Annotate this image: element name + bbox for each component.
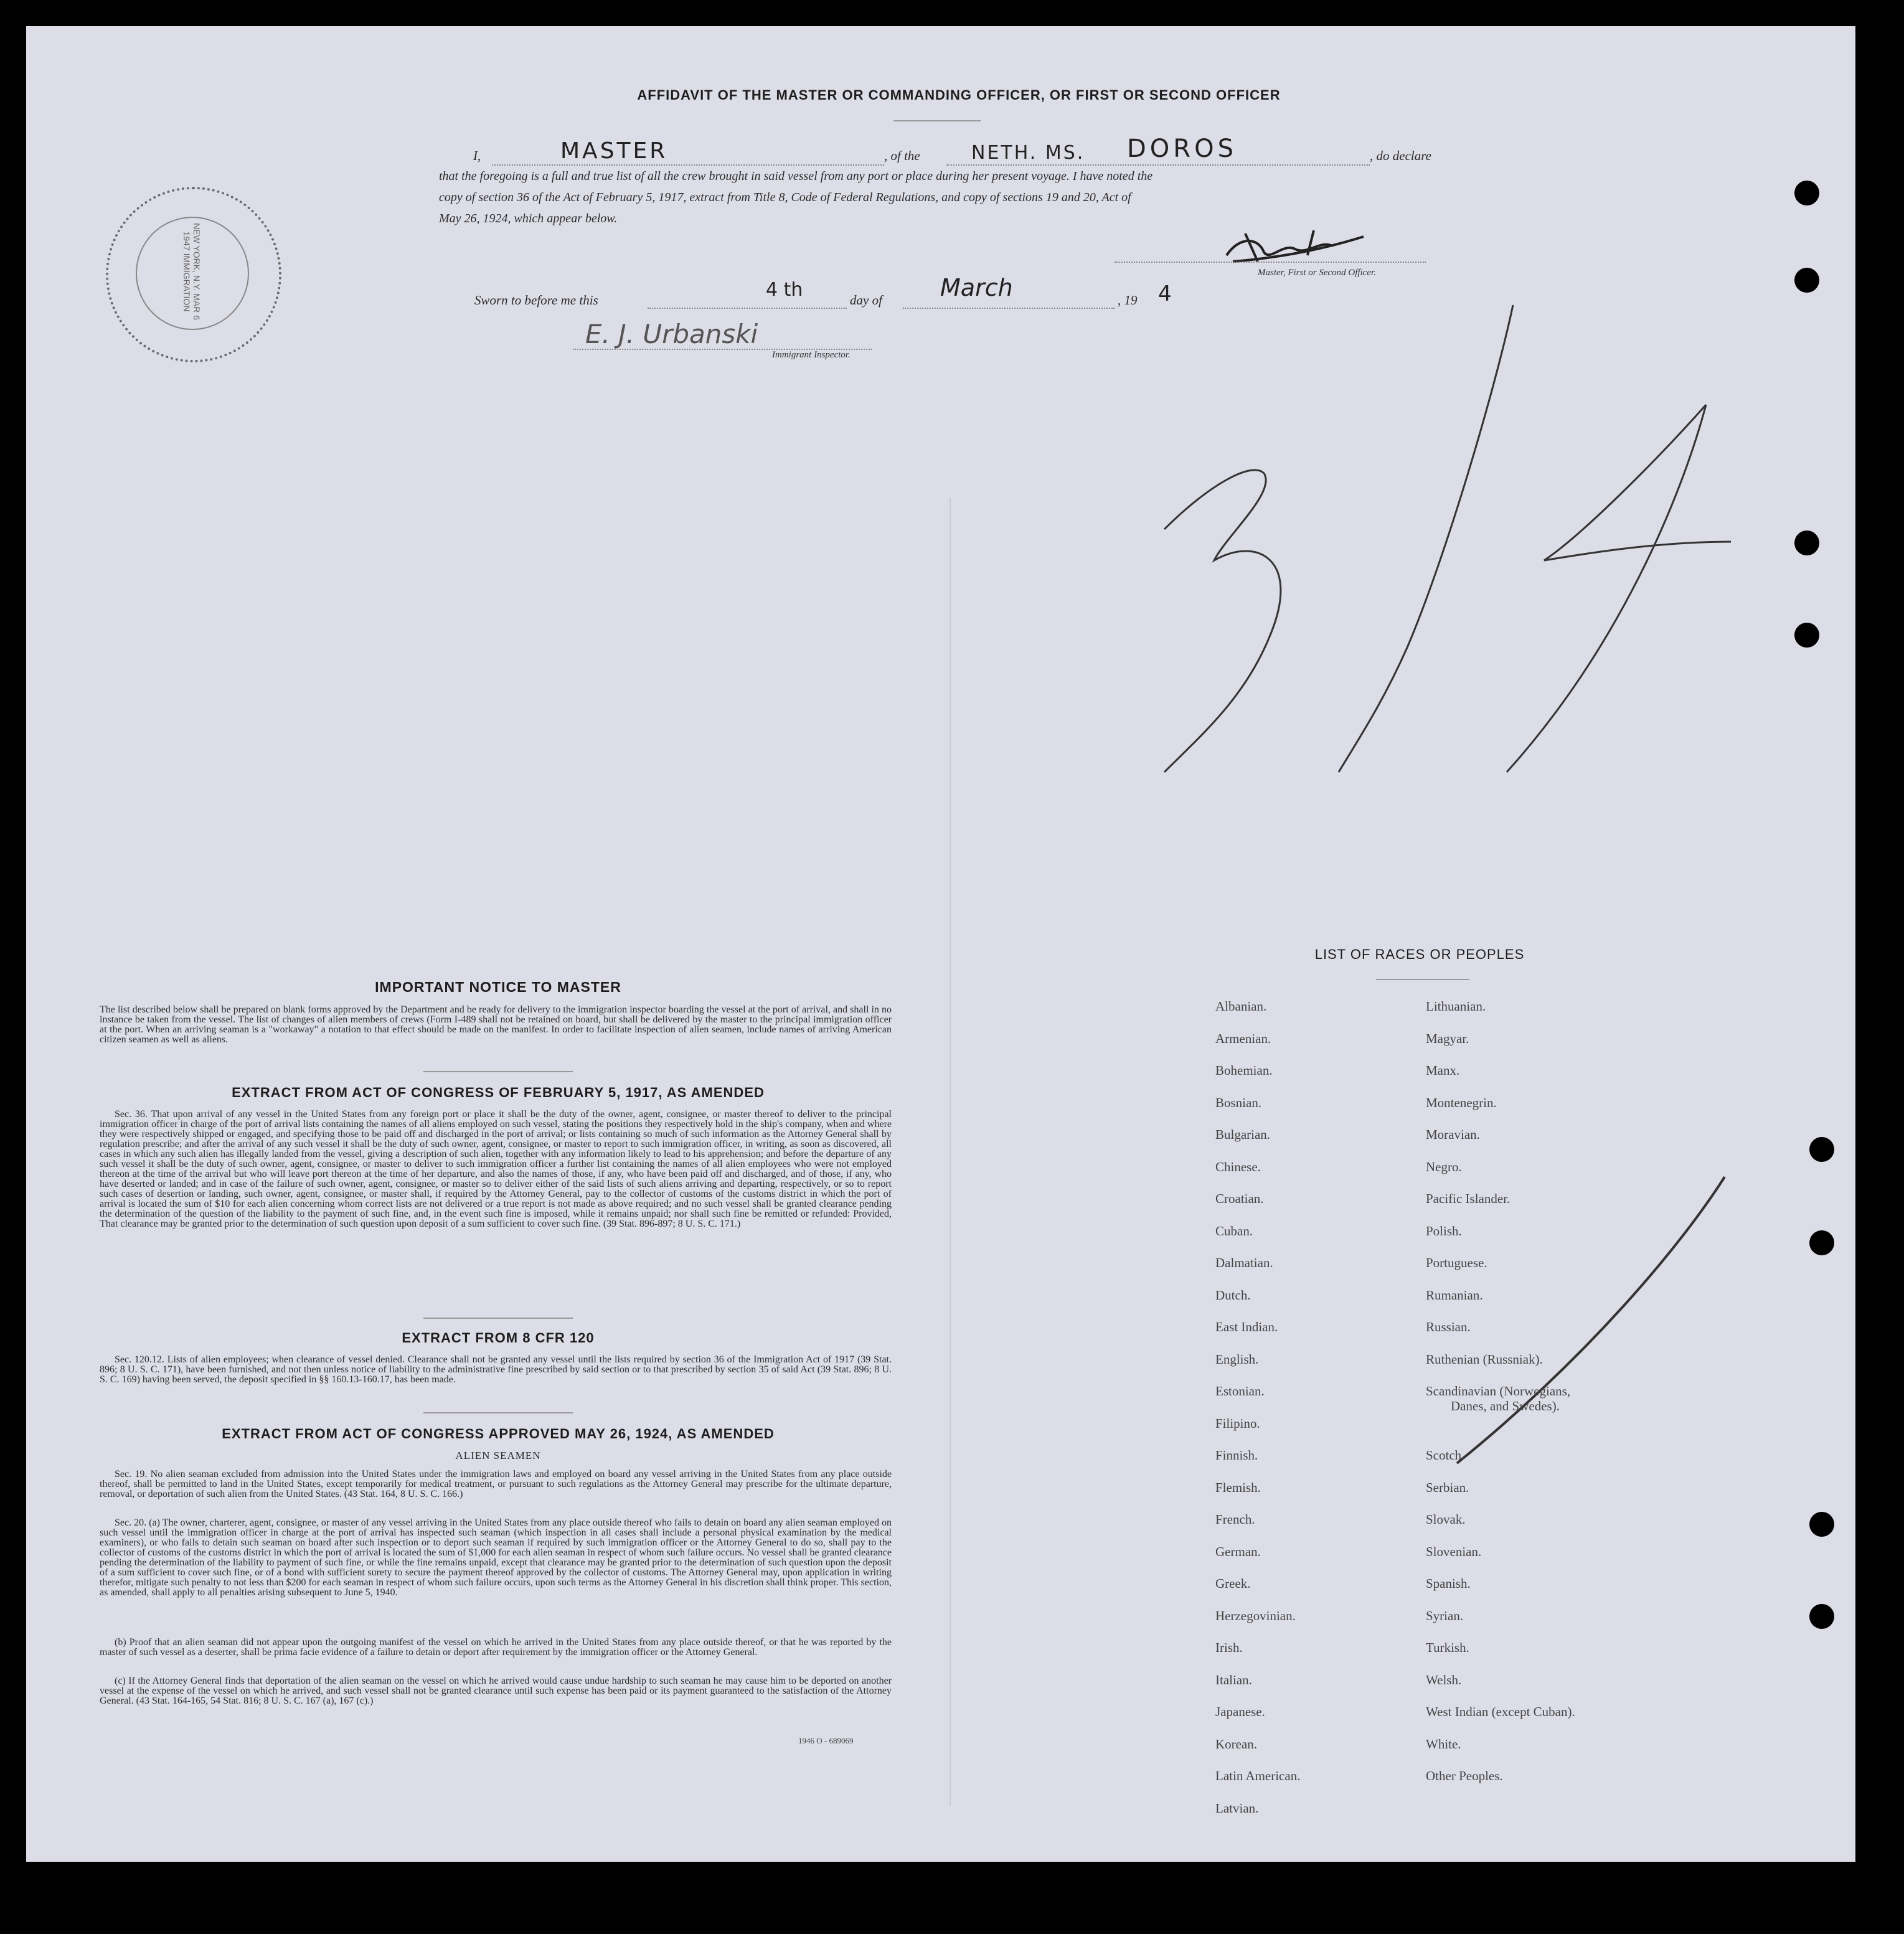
officer-signature <box>1220 224 1376 274</box>
affidavit-body-line: copy of section 36 of the Act of February 5, 1917, extract from Title 8, Code of Federal Regulations, and copy of sections 19 and 20, Act of <box>439 191 1131 204</box>
race-item: Moravian. <box>1426 1127 1480 1142</box>
races-rule <box>1376 979 1469 980</box>
notice-text: The list described below shall be prepared on blank forms approved by the Department and be ready for delivery to the immigration inspector boarding the vessel at the port of arrival, and shall in no instance be taken from the vessel. The list of changes of alien members of crews (Form I-489 shall not be retained on board, but shall be delivered by the master to the principal immigration officer at the port. When an arriving seaman is a "workaway" a notation to that effect should be made on the manifest. In order to facilitate inspection of alien seamen, include names of arriving American citizen seamen as well as aliens. <box>100 1004 892 1045</box>
affidavit-heading: AFFIDAVIT OF THE MASTER OR COMMANDING OFFICER, OR FIRST OR SECOND OFFICER <box>637 87 1281 103</box>
sworn-month-line <box>903 308 1115 309</box>
race-item: Filipino. <box>1215 1415 1260 1431</box>
race-item: Latin American. <box>1215 1768 1301 1783</box>
name-line <box>492 164 884 166</box>
race-item: Slovak. <box>1426 1512 1466 1527</box>
punch-hole <box>1794 623 1819 648</box>
race-item: Cuban. <box>1215 1223 1253 1238</box>
race-item: Irish. <box>1215 1640 1243 1655</box>
race-item: Greek. <box>1215 1576 1251 1591</box>
stamp-text: NEW YORK, N.Y. MAR 6 1947 IMMIGRATION <box>182 223 202 320</box>
day-of-label: day of <box>850 293 882 308</box>
race-item: Danes, and Swedes). <box>1451 1399 1560 1413</box>
race-item: Turkish. <box>1426 1640 1469 1655</box>
races-right-column <box>1426 999 1575 1801</box>
punch-hole <box>1794 181 1819 205</box>
print-code: 1946 O - 689069 <box>798 1736 854 1745</box>
race-item: Croatian. <box>1215 1191 1264 1206</box>
race-item: Spanish. <box>1426 1576 1471 1591</box>
race-item: English. <box>1215 1351 1259 1367</box>
page-number-3-4 <box>1146 299 1743 785</box>
race-item: Armenian. <box>1215 1031 1271 1046</box>
race-item: Korean. <box>1215 1736 1258 1752</box>
race-item: Magyar. <box>1426 1031 1469 1046</box>
races-left-column <box>1215 999 1300 1833</box>
sec-20a-text: Sec. 20. (a) The owner, charterer, agent, consignee, or master of any vessel arriving in the United States from any place outside thereof who fails to detain on board any alien seaman employed on such vessel until the immigration officer in charge at the port of arrival has inspected such seaman (which inspection in all cases shall include a personal physical examination by the medical examiners), or who fails to detain such seaman on board after such inspection or to deport such seaman if required by such immigration officer or the Attorney General to do so, shall pay to the collector of customs of the customs district in which the port of arrival is located the sum of $1,000 for each alien seaman in respect of whom such failure occurs. No vessel shall be granted clearance pending the determination of the liability to payment of such fine, or while the fine remains unpaid, except that clearance may be granted prior to the determination of such question upon the deposit of a sum sufficient to cover such fine, or of a bond with sufficient surety to secure the payment thereof approved by the collector of customs. The Attorney General may, upon application in writing therefor, mitigate such penalty to not less than $200 for each seaman in respect of whom such failure occurs, upon such terms as the Attorney General in his discretion shall think proper. This section, as amended, shall apply to all penalties arising subsequent to June 5, 1940. <box>100 1517 892 1598</box>
punch-hole <box>1809 1512 1834 1537</box>
race-item: Dalmatian. <box>1215 1255 1273 1270</box>
sec-19-text: Sec. 19. No alien seaman excluded from admission into the United States under the immigration laws and employed on board any vessel arriving in the United States from any place outside thereof, shall be permitted to land in the United States, except temporarily for medical treatment, or pursuant to such regulations as the Attorney General may prescribe for the ultimate departure, removal, or deportation of such alien from the United States. (43 Stat. 164, 8 U. S. C. 166.) <box>100 1469 892 1499</box>
race-item: Ruthenian (Russniak). <box>1426 1351 1543 1367</box>
extract-cfr-heading: EXTRACT FROM 8 CFR 120 <box>402 1330 595 1346</box>
section-rule <box>423 1412 573 1413</box>
extract-1924-heading: EXTRACT FROM ACT OF CONGRESS APPROVED MAY 26, 1924, AS AMENDED <box>222 1426 775 1441</box>
race-item: Pacific Islander. <box>1426 1191 1510 1206</box>
sworn-day: 4 th <box>766 279 803 301</box>
race-item: Russian. <box>1426 1319 1471 1334</box>
vessel-line <box>946 164 1370 166</box>
race-item: East Indian. <box>1215 1319 1278 1334</box>
affidavit-body-line: that the foregoing is a full and true list of all the crew brought in said vessel from any port or place during her present voyage. I have noted the <box>439 169 1153 183</box>
sec-20b-text: (b) Proof that an alien seaman did not appear upon the outgoing manifest of the vessel on which he arrived in the United States from any place outside thereof, or that he was reported by the master of such vessel as a deserter, shall be prima facie evidence of a failure to detain or deport after requirement by the immigration officer or the Attorney General. <box>100 1637 892 1658</box>
race-item: Slovenian. <box>1426 1544 1482 1559</box>
race-item: Portuguese. <box>1426 1255 1487 1270</box>
race-item: Latvian. <box>1215 1800 1259 1816</box>
punch-hole <box>1794 531 1819 555</box>
sec-20c-text: (c) If the Attorney General finds that deportation of the alien seaman on the vessel on which he arrived would cause undue hardship to such seaman he may cause him to be deported on another vessel at the expense of the vessel on which he arrived, and such vessel shall not be granted clearance until such expense has been paid or its payment guaranteed to the satisfaction of the Attorney General. (43 Stat. 164-165, 54 Stat. 816; 8 U. S. C. 167 (a), 167 (c).) <box>100 1676 892 1706</box>
punch-hole <box>1794 268 1819 293</box>
do-declare-label: , do declare <box>1370 148 1431 163</box>
heading-rule <box>893 120 981 121</box>
race-item: West Indian (except Cuban). <box>1426 1704 1575 1719</box>
race-item: Japanese. <box>1215 1704 1265 1719</box>
race-item: Rumanian. <box>1426 1287 1483 1303</box>
race-item: Bohemian. <box>1215 1063 1273 1078</box>
inspector-signature: E. J. Urbanski <box>585 319 758 349</box>
race-item: Italian. <box>1215 1672 1252 1687</box>
extract-1917-text: Sec. 36. That upon arrival of any vessel in the United States from any foreign port or place it shall be the duty of the owner, agent, consignee, or master thereof to deliver to the principal immigration officer in charge of the port of arrival lists containing the names of all aliens employed on such vessel, stating the positions they respectively hold in the ship's company, when and where they were respectively shipped or engaged, and specifying those to be paid off and discharged in the port of arrival; or lists containing so much of such information as the Attorney General shall by regulation prescribe; and after the arrival of any such vessel it shall be the duty of such owner, agent, consignee, or master to report to such immigration officer, in writing, as soon as discovered, all cases in which any such alien has illegally landed from the vessel, giving a description of such alien, together with any information likely to lead to his apprehension; and before the departure of any such vessel it shall be the duty of such owner, agent, consignee, or master to deliver to such immigration officer a further list containing the names of all alien employees who were not employed thereon at the time of the arrival but who will leave port thereon at the time of her departure, and also the names of those, if any, who have been paid off and discharged, and of those, if any, who have deserted or landed; and in case of the failure of such owner, agent, consignee, or master so to deliver either of the said lists of such aliens arriving and departing, respectively, or so to report such cases of desertion or landing, such owner, agent, consignee, or master shall, if required by the Attorney General, pay to the collector of customs of the customs district in which the port of arrival is located the sum of $10 for each alien concerning whom correct lists are not delivered or a true report is not made as above required; and no such vessel shall be granted clearance pending the determination of the question of the liability to the payment of such fine, and, in the event such fine is imposed, while it remains unpaid; nor shall such fine be remitted or refunded: Provided, That clearance may be granted prior to the determination of such question upon deposit of a sum sufficient to cover such fine. (39 Stat. 896-897; 8 U. S. C. 171.) <box>100 1109 892 1229</box>
race-item: French. <box>1215 1512 1255 1527</box>
section-rule <box>423 1071 573 1072</box>
races-heading: LIST OF RACES OR PEOPLES <box>1314 946 1525 962</box>
race-item: Albanian. <box>1215 999 1267 1014</box>
affidavit-body-line: May 26, 1924, which appear below. <box>439 212 618 225</box>
race-item: Welsh. <box>1426 1672 1462 1687</box>
vessel-type: NETH. MS. <box>971 142 1085 164</box>
extract-cfr-text: Sec. 120.12. Lists of alien employees; when clearance of vessel denied. Clearance shall not be granted any vessel until the lists required by section 36 of the Immigration Act of 1917 (39 Stat. 896; 8 U. S. C. 171), have been furnished, and not then unless notice of liability to the administrative fine prescribed by said section or to that prescribed by section 35 of said Act (39 Stat. 896; 8 U. S. C. 169) having been served, the deposit specified in §§ 160.13-160.17, has been made. <box>100 1354 892 1385</box>
race-item: Bulgarian. <box>1215 1127 1271 1142</box>
race-item: Dutch. <box>1215 1287 1251 1303</box>
race-item: Chinese. <box>1215 1159 1261 1174</box>
race-item: Scandinavian (Norwegians, <box>1426 1384 1571 1399</box>
race-item: Flemish. <box>1215 1479 1261 1495</box>
notice-heading: IMPORTANT NOTICE TO MASTER <box>375 979 621 995</box>
punch-hole <box>1809 1604 1834 1629</box>
race-item: White. <box>1426 1736 1461 1752</box>
sworn-month: March <box>940 274 1013 301</box>
page-number <box>0 0 1 1</box>
extract-1917-heading: EXTRACT FROM ACT OF CONGRESS OF FEBRUARY 5, 1917, AS AMENDED <box>232 1085 765 1100</box>
race-item: Estonian. <box>1215 1384 1265 1399</box>
punch-hole <box>1809 1230 1834 1255</box>
race-item: Lithuanian. <box>1426 999 1486 1014</box>
vessel-name: DOROS <box>1127 134 1237 163</box>
i-label: I, <box>473 148 481 163</box>
inspector-caption: Immigrant Inspector. <box>772 350 851 360</box>
signature-caption: Master, First or Second Officer. <box>1258 268 1376 278</box>
race-item: Montenegrin. <box>1426 1095 1497 1110</box>
race-item: Other Peoples. <box>1426 1768 1503 1783</box>
year-prefix: , 19 <box>1118 293 1138 308</box>
sworn-day-line <box>648 308 847 309</box>
of-the-label: , of the <box>884 148 920 163</box>
race-item: Bosnian. <box>1215 1095 1262 1110</box>
signature-line <box>1115 262 1426 263</box>
race-item: Polish. <box>1426 1223 1462 1238</box>
punch-hole <box>1809 1137 1834 1162</box>
race-item: Scotch. <box>1426 1448 1465 1463</box>
fold-line <box>950 498 951 1806</box>
race-item: Serbian. <box>1426 1479 1469 1495</box>
race-item: Syrian. <box>1426 1608 1464 1623</box>
sworn-label: Sworn to before me this <box>474 293 598 308</box>
sworn-year: 4 <box>1158 281 1172 306</box>
master-name: MASTER <box>560 138 668 164</box>
race-item: Herzegovinian. <box>1215 1608 1296 1623</box>
race-item: German. <box>1215 1544 1261 1559</box>
race-item: Manx. <box>1426 1063 1460 1078</box>
alien-seamen-subheading: ALIEN SEAMEN <box>455 1450 541 1461</box>
race-item: Finnish. <box>1215 1448 1258 1463</box>
race-item: Negro. <box>1426 1159 1462 1174</box>
section-rule <box>423 1318 573 1319</box>
